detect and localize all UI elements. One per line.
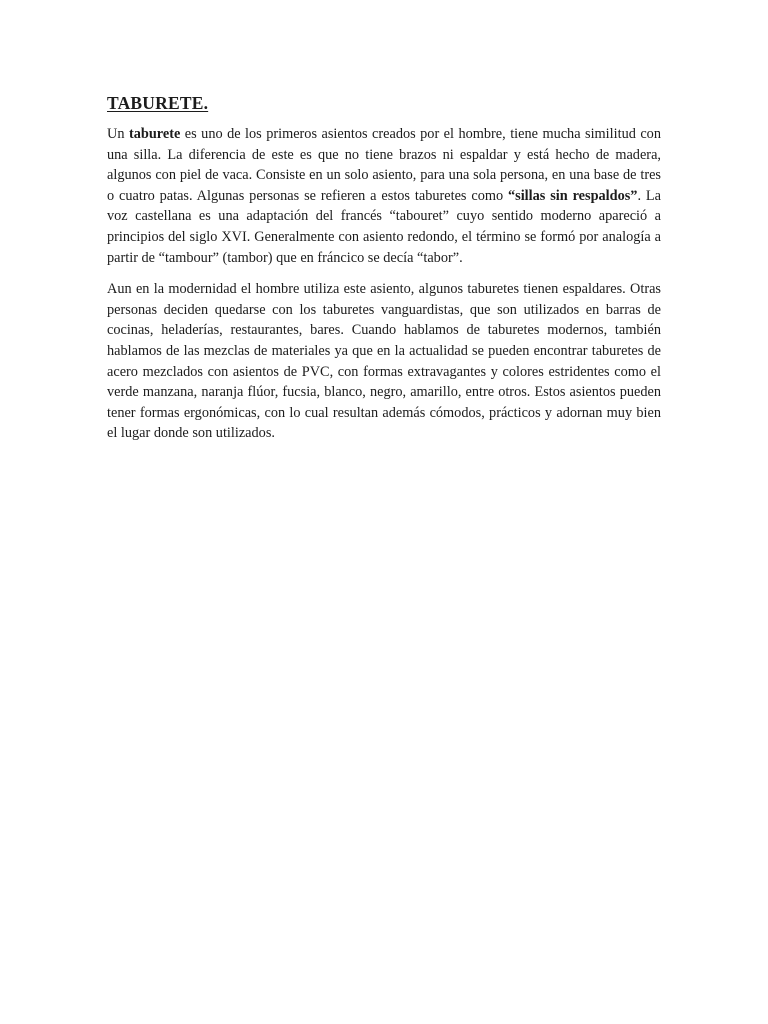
- paragraph-intro-body-a: es uno de los primeros asientos creados por el hombre, tiene mucha similitud con una silla. La diferencia de este es que no tiene brazos ni espaldar y está hecho de madera, algunos con piel de vaca. Consiste en un solo asiento, para una sola persona, en una base de tres o cuatro patas. Algunas personas se refieren a estos taburetes como: [107, 126, 661, 204]
- paragraph-intro: [107, 124, 661, 268]
- paragraph-intro-lead: Un: [107, 126, 129, 142]
- term-taburete: taburete: [128, 126, 181, 142]
- paragraph-modern: Aun en la modernidad el hombre utiliza este asiento, algunos taburetes tienen espaldares. Otras personas deciden quedarse con los taburetes vanguardistas, que son utilizados en barras de cocinas, heladerías, restaurantes, bares. Cuando hablamos de taburetes modernos, también hablamos de las mezclas de materiales ya que en la actualidad se pueden encontrar taburetes de acero mezclados con asientos de PVC, con formas extravagantes y colores estridentes como el verde manzana, naranja flúor, fucsia, blanco, negro, amarillo, entre otros. Estos asientos pueden tener formas ergonómicas, con lo cual resultan además cómodos, prácticos y adornan muy bien el lugar donde son utilizados.: [107, 281, 661, 442]
- quote-sillas-sin-respaldos: “sillas sin respaldos”: [508, 187, 638, 204]
- document-title: TABURETE.: [107, 93, 209, 113]
- paragraph-intro-body-b: . La voz castellana es una adaptación del francés “tabouret” cuyo sentido moderno apareció a principios del siglo XVI. Generalmente con asiento redondo, el término se formó por analogía a partir de “tambour” (tambor) que en fráncico se decía “tabor”.: [107, 187, 661, 266]
